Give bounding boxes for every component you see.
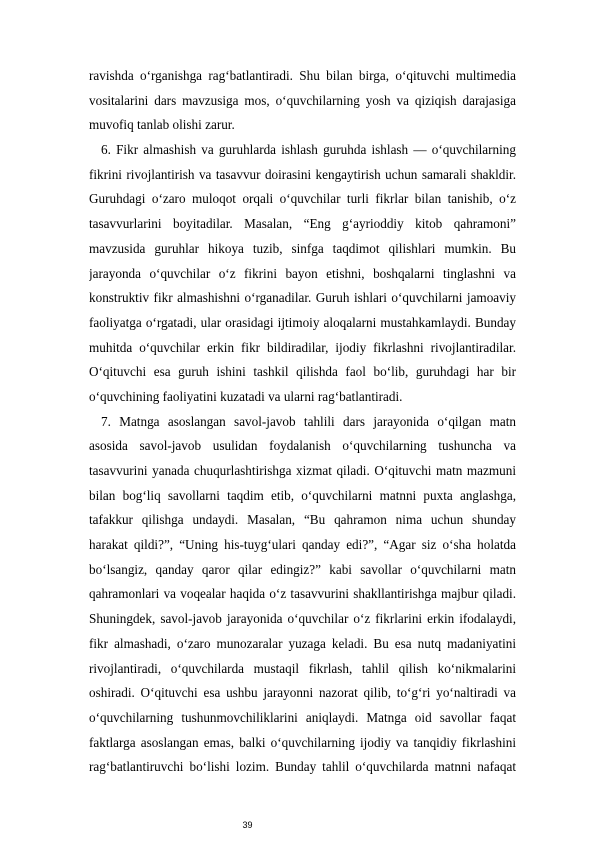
text-line: oshiradi. O‘qituvchi esa ushbu jarayonni nazorat qilib, to‘g‘ri yo‘naltiradi va [89, 685, 516, 701]
text-line: fikrini rivojlantirish va tasavvur doirasini kengaytirish uchun samarali shakldir. [89, 166, 516, 182]
text-line: tafakkur qilishga undaydi. Masalan, “Bu qahramon nima uchun shunday [89, 512, 516, 528]
text-line: fikr almashadi, o‘zaro munozaralar yuzaga keladi. Bu esa nutq madaniyatini [89, 635, 516, 651]
text-line: muvofiq tanlab olishi zarur. [89, 117, 235, 133]
text-line: 6. Fikr almashish va guruhlarda ishlash guruhda ishlash — o‘quvchilarning [101, 142, 516, 158]
text-line: vositalarini dars mavzusiga mos, o‘quvchilarning yosh va qiziqish darajasiga [89, 92, 516, 108]
text-line: bilan bog‘liq savollarni taqdim etib, o‘quvchilarni matnni puxta anglashga, [89, 487, 516, 503]
text-line: muhitda o‘quvchilar erkin fikr bildiradilar, ijodiy fikrlashni rivojlantiradilar. [89, 339, 516, 355]
text-line: konstruktiv fikr almashishni o‘rganadilar. Guruh ishlari o‘quvchilarni jamoaviy [89, 290, 516, 306]
text-line: qahramonlari va voqealar haqida o‘z tasavvurini shakllantirishga majbur qiladi. [89, 586, 516, 602]
document-page [89, 64, 516, 780]
text-line: bo‘lsangiz, qanday qaror qilar edingiz?” kabi savollar o‘quvchilarni matn [89, 561, 516, 577]
text-line: ravishda o‘rganishga rag‘batlantiradi. Shu bilan birga, o‘qituvchi multimedia [89, 68, 516, 83]
page-number-text: 39 [242, 820, 253, 830]
text-line: 7. Matnga asoslangan savol-javob tahlili dars jarayonida o‘qilgan matn [101, 413, 516, 429]
text-line: O‘qituvchi esa guruh ishini tashkil qilishda faol bo‘lib, guruhdagi har bir [89, 364, 516, 380]
text-line: mavzusida guruhlar hikoya tuzib, sinfga taqdimot qilishlari mumkin. Bu [89, 240, 516, 256]
page-number [0, 820, 595, 830]
text-line: rivojlantiradi, o‘quvchilarda mustaqil fikrlash, tahlil qilish ko‘nikmalarini [89, 660, 516, 676]
text-line: rag‘batlantiruvchi bo‘lishi lozim. Bunday tahlil o‘quvchilarda matnni nafaqat [89, 759, 516, 775]
text-line: tasavvurini yanada chuqurlashtirishga xizmat qiladi. O‘qituvchi matn mazmuni [89, 463, 516, 478]
text-line: asosida savol-javob usulidan foydalanish o‘quvchilarning tushuncha va [89, 438, 516, 454]
text-line: o‘quvchilarning tushunmovchiliklarini aniqlaydi. Matnga oid savollar faqat [89, 709, 516, 725]
text-line: tasavvurlarini boyitadilar. Masalan, “Eng g‘ayrioddiy kitob qahramoni” [89, 216, 516, 232]
text-line: faktlarga asoslangan emas, balki o‘quvchilarning ijodiy va tanqidiy fikrlashini [89, 734, 516, 750]
text-line: faoliyatga o‘rgatadi, ular orasidagi ijtimoiy aloqalarni mustahkamlaydi. Bunday [89, 314, 516, 330]
text-line: Shuningdek, savol-javob jarayonida o‘quvchilar o‘z fikrlarini erkin ifodalaydi, [89, 611, 516, 627]
text-line: Guruhdagi o‘zaro muloqot orqali o‘quvchilar turli fikrlar bilan tanishib, o‘z [89, 191, 516, 207]
text-line: jarayonda o‘quvchilar o‘z fikrini bayon etishni, boshqalarni tinglashni va [89, 265, 516, 281]
text-line: harakat qildi?”, “Uning his-tuyg‘ulari qanday edi?”, “Agar siz o‘sha holatda [89, 537, 516, 553]
text-line: o‘quvchining faoliyatini kuzatadi va ularni rag‘batlantiradi. [89, 388, 403, 404]
